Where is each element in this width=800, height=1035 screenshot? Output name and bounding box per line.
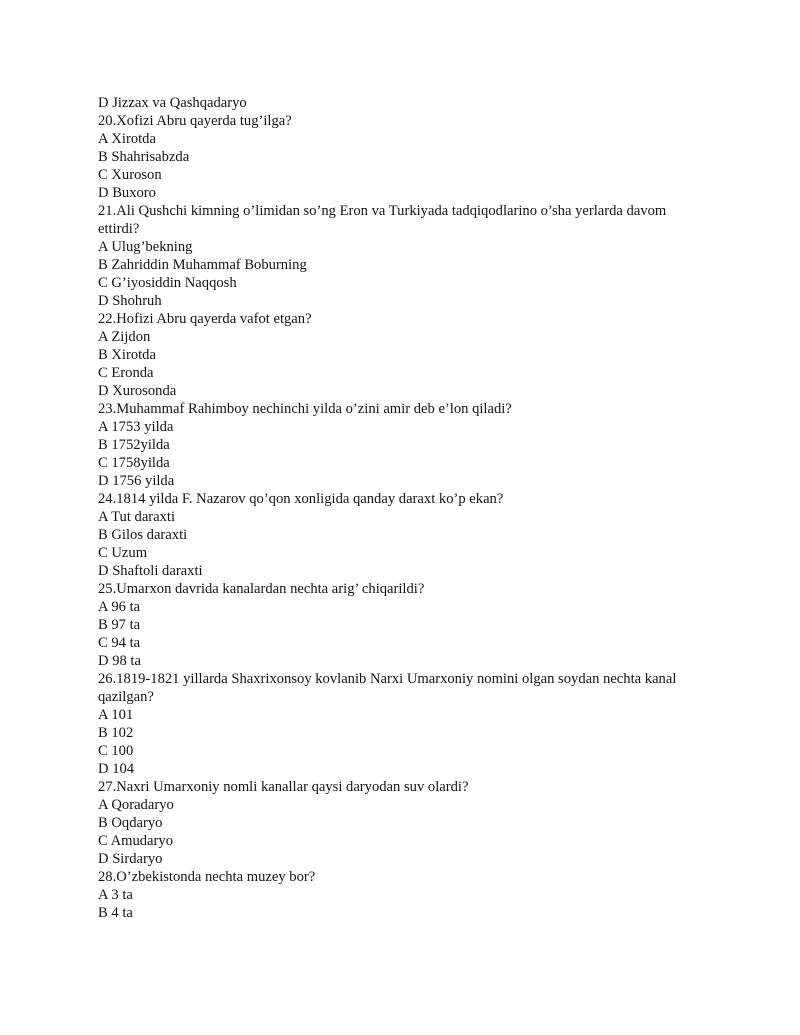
question-24: 24.1814 yilda F. Nazarov qo’qon xonligida qanday daraxt ko’p ekan?	[98, 491, 504, 507]
answer-option: C Xuroson	[98, 167, 162, 183]
answer-option: B Shahrisabzda	[98, 149, 190, 165]
answer-option: C Amudaryo	[98, 833, 173, 849]
answer-option: A 3 ta	[98, 887, 133, 903]
answer-option: D Buxoro	[98, 185, 156, 201]
answer-option: A 1753 yilda	[98, 419, 174, 435]
answer-option: A Xirotda	[98, 131, 156, 147]
answer-option: C 1758yilda	[98, 455, 170, 471]
question-25: 25.Umarxon davrida kanalardan nechta arig’ chiqarildi?	[98, 581, 425, 597]
answer-option: A 96 ta	[98, 599, 141, 615]
answer-option: B Zahriddin Muhammaf Boburning	[98, 257, 307, 273]
answer-option: B 97 ta	[98, 617, 141, 633]
answer-option: B Oqdaryo	[98, 815, 163, 831]
answer-option: C Eronda	[98, 365, 154, 381]
question-22: 22.Hofizi Abru qayerda vafot etgan?	[98, 311, 312, 327]
document-text	[98, 94, 698, 922]
answer-option: B Xirotda	[98, 347, 156, 363]
question-26: 26.1819-1821 yillarda Shaxrixonsoy kovlanib Narxi Umarxoniy nomini olgan soydan nechta kanal qazilgan?	[98, 671, 677, 705]
answer-option: B Gilos daraxti	[98, 527, 188, 543]
answer-option: D 1756 yilda	[98, 473, 175, 489]
answer-option: D 98 ta	[98, 653, 141, 669]
answer-option: A Ulug’bekning	[98, 239, 193, 255]
question-23: 23.Muhammaf Rahimboy nechinchi yilda o’zini amir deb e’lon qiladi?	[98, 401, 512, 417]
answer-option: A 101	[98, 707, 134, 723]
question-27: 27.Naxri Umarxoniy nomli kanallar qaysi daryodan suv olardi?	[98, 779, 469, 795]
answer-option: A Zijdon	[98, 329, 151, 345]
answer-option: D Jizzax va Qashqadaryo	[98, 95, 247, 111]
answer-option: A Qoradaryo	[98, 797, 174, 813]
answer-option: D Shaftoli daraxti	[98, 563, 203, 579]
question-20: 20.Xofizi Abru qayerda tug’ilga?	[98, 113, 292, 129]
answer-option: C 94 ta	[98, 635, 141, 651]
answer-option: C Uzum	[98, 545, 148, 561]
answer-option: C 100	[98, 743, 134, 759]
answer-option: D 104	[98, 761, 135, 777]
answer-option: A Tut daraxti	[98, 509, 176, 525]
answer-option: B 1752yilda	[98, 437, 170, 453]
answer-option: D Sirdaryo	[98, 851, 163, 867]
answer-option: C G’iyosiddin Naqqosh	[98, 275, 237, 291]
answer-option: B 102	[98, 725, 134, 741]
answer-option: D Shohruh	[98, 293, 162, 309]
question-28: 28.O’zbekistonda nechta muzey bor?	[98, 869, 316, 885]
answer-option: D Xurosonda	[98, 383, 177, 399]
answer-option: B 4 ta	[98, 905, 133, 921]
question-21: 21.Ali Qushchi kimning o’limidan so’ng Eron va Turkiyada tadqiqodlarino o’sha yerlarda davom ettirdi?	[98, 203, 667, 237]
